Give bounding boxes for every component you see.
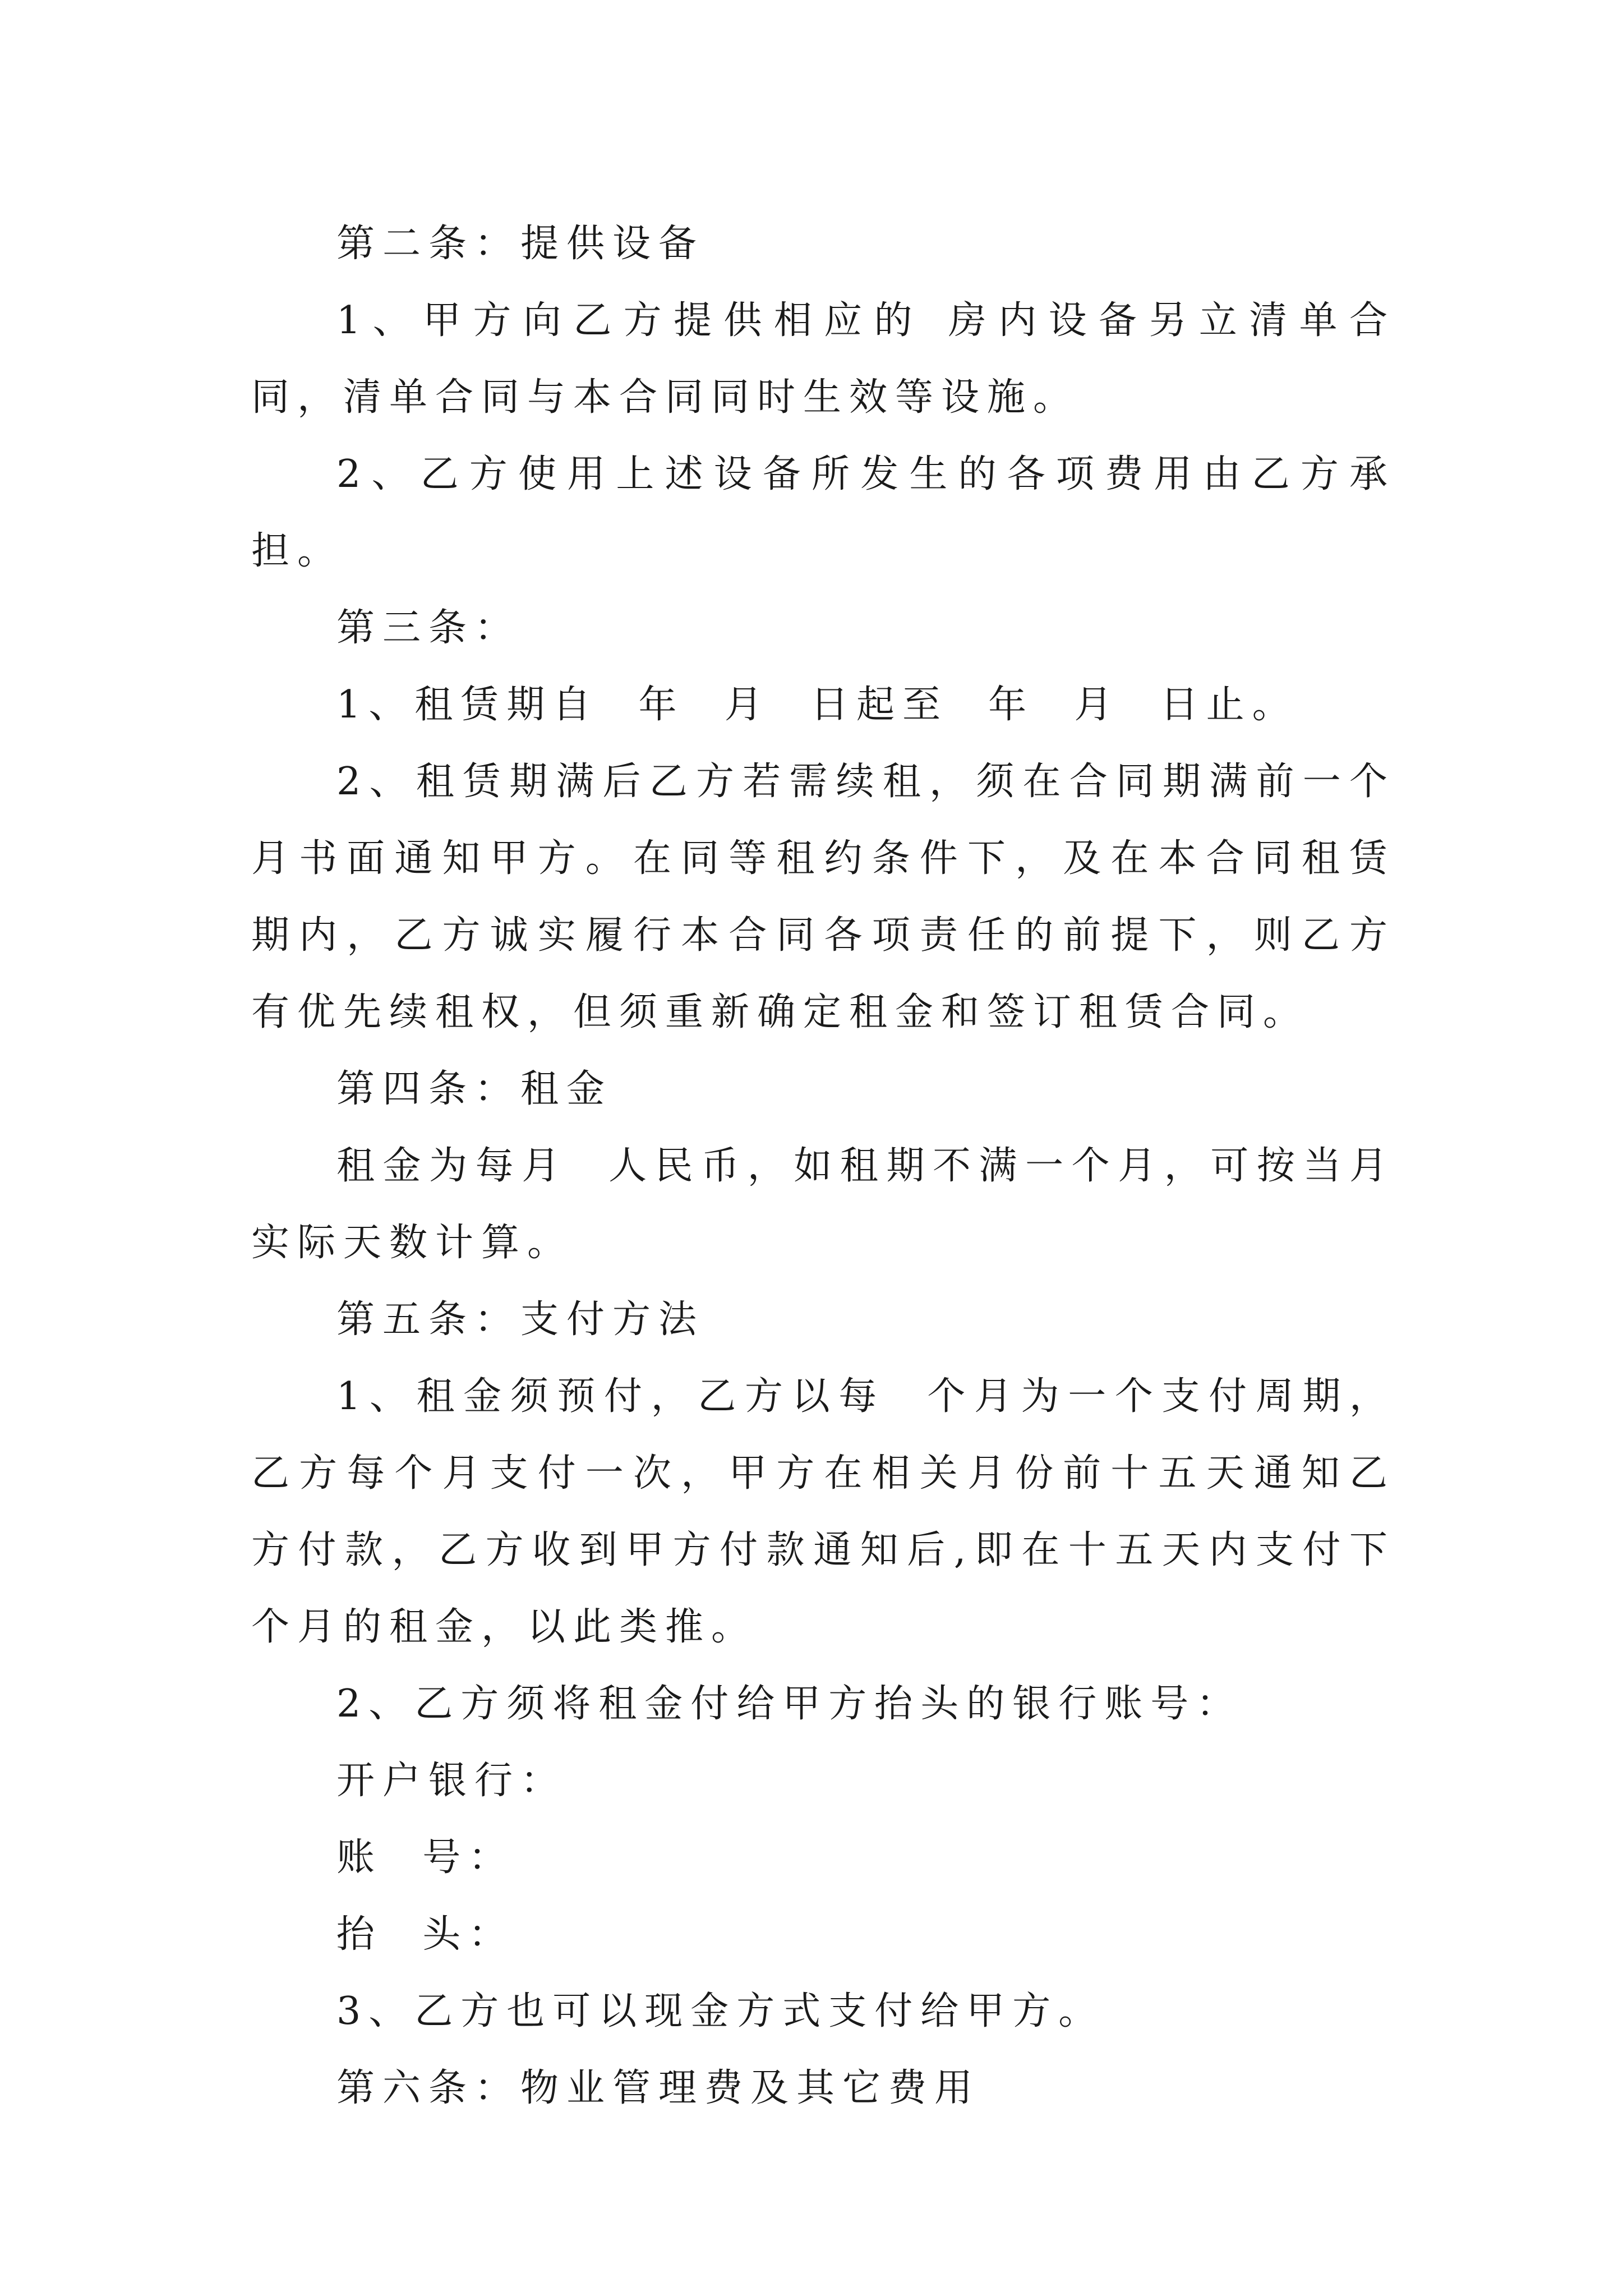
article-6-heading: 第六条：物业管理费及其它费用 (336, 2066, 981, 2110)
article-5-clause-2: 2、乙方须将租金付给甲方抬头的银行账号： (336, 1682, 1243, 1726)
article-2-heading: 第二条：提供设备 (336, 222, 705, 266)
article-5-clause-1: 1、租金须预付，乙方以每 个月为一个支付周期，乙方每个月支付一次，甲方在相关月份前十五天通知乙方付款，乙方收到甲方付款通知后,即在十五天内支付下个月的租金，以此类推。 (251, 1374, 1395, 1649)
article-2-clause-1: 1、甲方向乙方提供相应的 房内设备另立清单合同，清单合同与本合同同时生效等设施。 (251, 298, 1395, 420)
document-body (251, 205, 1395, 2127)
article-4-heading: 第四条：租金 (336, 1067, 613, 1111)
article-4-body: 租金为每月 人民币，如租期不满一个月，可按当月实际天数计算。 (251, 1144, 1395, 1265)
account-number-line: 账 号： (336, 1835, 515, 1880)
article-3-heading: 第三条： (336, 606, 521, 650)
article-5-clause-3: 3、乙方也可以现金方式支付给甲方。 (336, 1989, 1105, 2033)
article-2-clause-2: 2、乙方使用上述设备所发生的各项费用由乙方承担。 (251, 452, 1395, 573)
article-3-clause-2: 2、租赁期满后乙方若需续租，须在合同期满前一个月书面通知甲方。在同等租约条件下，及在本合同租赁期内，乙方诚实履行本合同各项责任的前提下，则乙方有优先续租权，但须重新确定租金和签订租赁合同。 (251, 760, 1395, 1034)
account-holder-line: 抬 头： (336, 1912, 515, 1957)
bank-name-line: 开户银行： (336, 1759, 567, 1803)
article-3-clause-1: 1、租赁期自 年 月 日起至 年 月 日止。 (336, 683, 1298, 727)
article-5-heading: 第五条：支付方法 (336, 1297, 705, 1342)
